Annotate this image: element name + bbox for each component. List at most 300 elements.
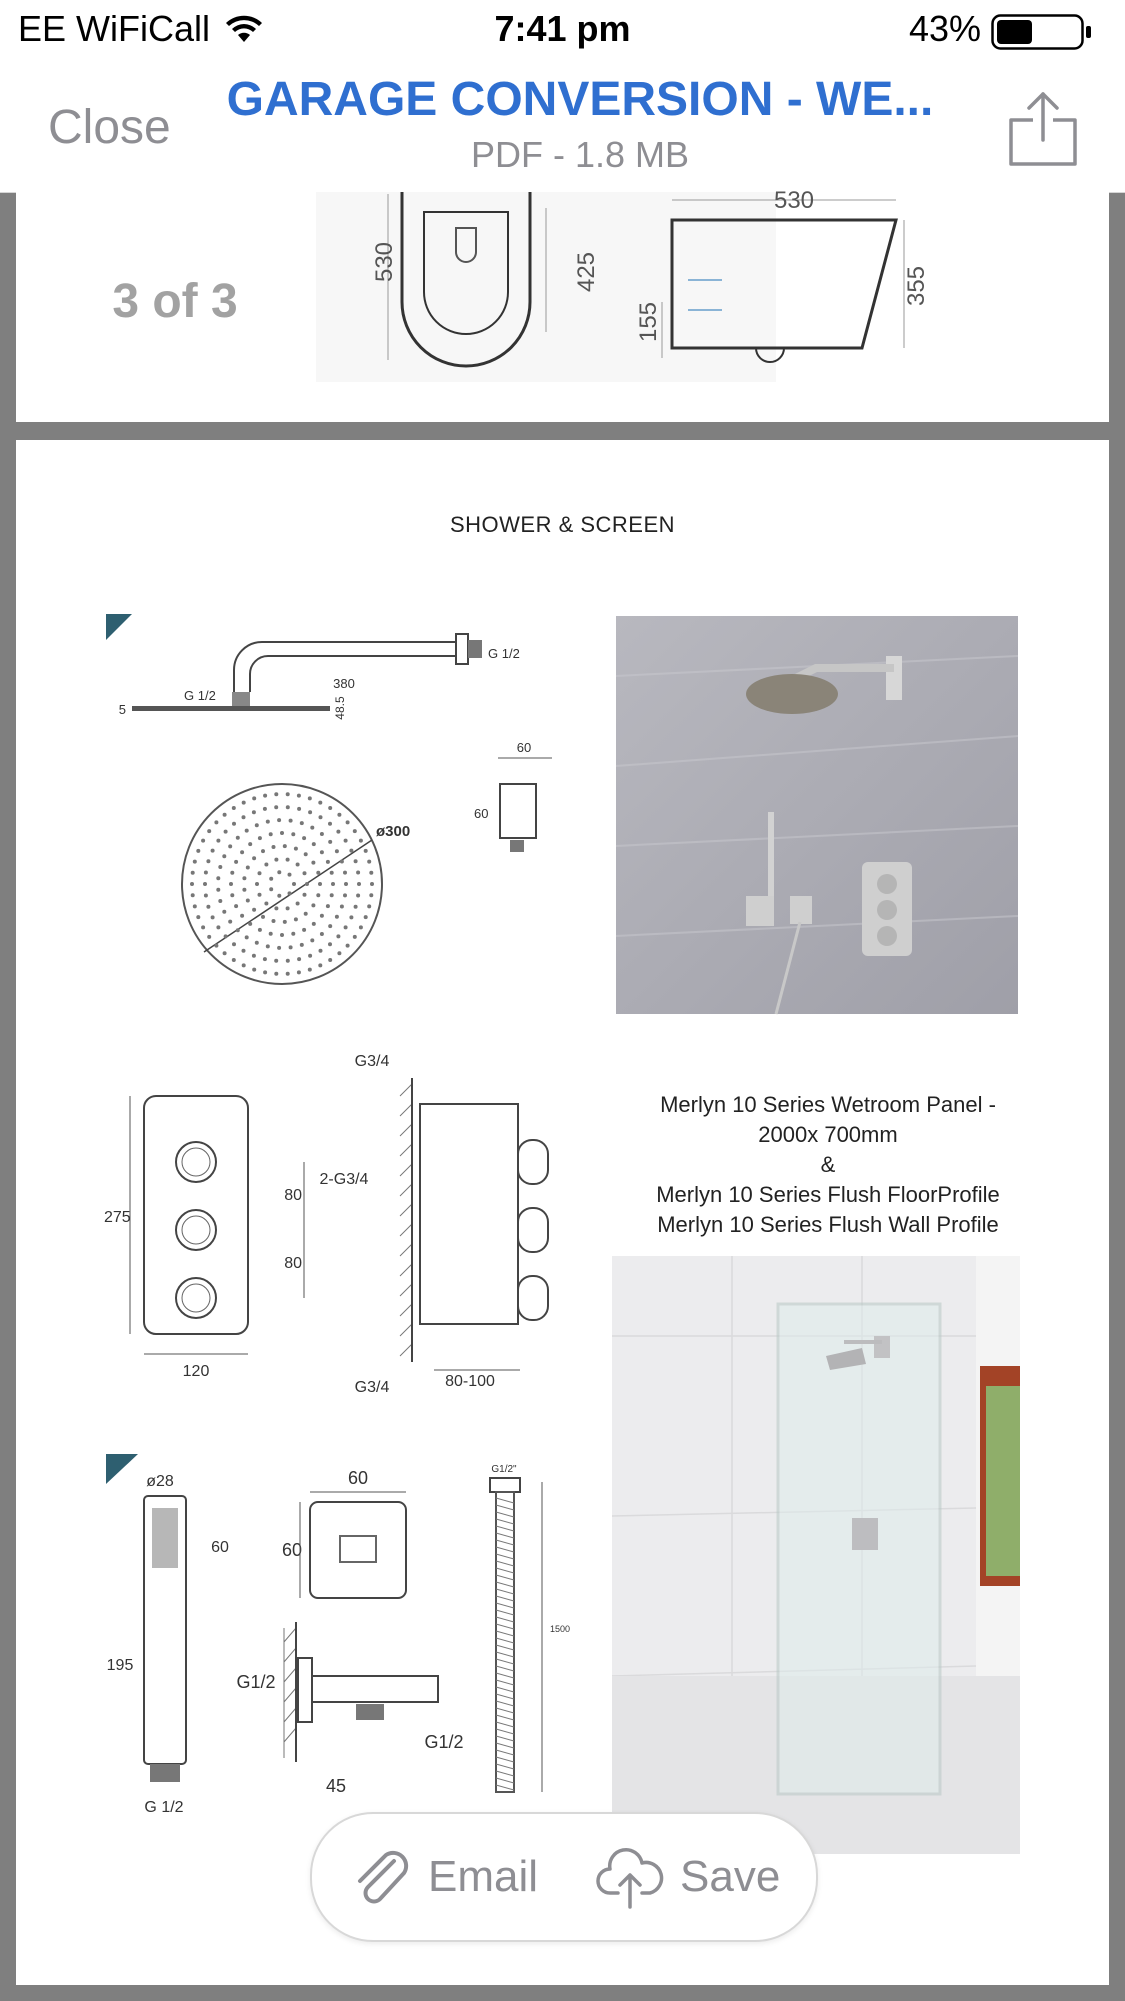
nozzle-dot: [297, 807, 301, 811]
dim-label: 5: [118, 702, 126, 717]
dim-label: 45: [325, 1776, 347, 1796]
carrier-label: EE WiFiCall: [18, 8, 211, 49]
nozzle-dot: [196, 849, 200, 853]
hose-rib: [496, 1505, 514, 1510]
dim-label: G1/2": [491, 1464, 517, 1475]
nozzle-dot: [304, 852, 308, 856]
nozzle-dot: [232, 822, 236, 826]
nozzle-dot: [316, 893, 320, 897]
nozzle-dot: [224, 934, 228, 938]
nozzle-dot: [193, 904, 197, 908]
email-label: Email: [428, 1852, 539, 1901]
nozzle-dot: [242, 949, 246, 953]
nozzle-dot: [292, 882, 296, 886]
nozzle-dot: [242, 876, 246, 880]
dim-label: 195: [106, 1657, 134, 1674]
dim-label: 380: [333, 676, 355, 691]
nozzle-dot: [207, 935, 211, 939]
hose-rib: [496, 1750, 514, 1755]
nozzle-dot: [258, 928, 262, 932]
nozzle-dot: [272, 919, 276, 923]
nozzle-dot: [291, 932, 295, 936]
nozzle-dot: [258, 893, 262, 897]
thermostatic-valve-drawing: [104, 1044, 564, 1396]
nozzle-dot: [191, 893, 195, 897]
nozzle-dot: [286, 972, 290, 976]
dim-label: 60: [516, 740, 532, 755]
nozzle-dot: [201, 925, 205, 929]
nozzle-dot: [283, 844, 287, 848]
hose-rib: [496, 1673, 514, 1678]
nozzle-dot: [356, 894, 360, 898]
dim-label: 60: [474, 806, 489, 821]
nozzle-dot: [294, 847, 298, 851]
nozzle-dot: [280, 933, 284, 937]
dim-label: 425: [573, 251, 600, 293]
nozzle-dot: [316, 871, 320, 875]
nozzle-dot: [193, 860, 197, 864]
hose-rib: [496, 1547, 514, 1552]
dim-label: 155: [635, 301, 662, 343]
nozzle-dot: [357, 882, 361, 886]
nozzle-dot: [297, 957, 301, 961]
nozzle-dot: [318, 801, 322, 805]
caption-line: Merlyn 10 Series Flush Wall Profile: [657, 1212, 999, 1237]
dim-label: G 1/2: [488, 646, 520, 661]
dim-label: 120: [182, 1363, 210, 1380]
hose-rib: [496, 1638, 514, 1643]
nozzle-dot: [204, 871, 208, 875]
dim-label: ø300: [376, 823, 411, 840]
nozzle-dot: [258, 836, 262, 840]
hose-rib: [496, 1533, 514, 1538]
hose-rib: [496, 1764, 514, 1769]
nozzle-dot: [240, 914, 244, 918]
nozzle-dot: [222, 910, 226, 914]
dim-label: G 1/2: [144, 1799, 184, 1816]
dim-label: 60: [347, 1468, 369, 1488]
nozzle-dot: [328, 942, 332, 946]
nozzle-dot: [232, 806, 236, 810]
nozzle-dot: [340, 905, 344, 909]
nozzle-dot: [263, 794, 267, 798]
nozzle-dot: [328, 822, 332, 826]
nozzle-dot: [336, 934, 340, 938]
dim-label: 530: [773, 187, 815, 214]
document-title: GARAGE CONVERSION - WE...: [226, 73, 934, 126]
nozzle-dot: [234, 904, 238, 908]
share-icon[interactable]: [1003, 88, 1083, 168]
hose-rib: [496, 1701, 514, 1706]
dim-label: 48.5: [333, 696, 347, 720]
product-caption: [608, 1090, 1048, 1240]
nozzle-dot: [302, 836, 306, 840]
hose-rib: [496, 1568, 514, 1573]
nozzle-dot: [246, 899, 250, 903]
hose-rib: [496, 1778, 514, 1783]
nozzle-dot: [364, 915, 368, 919]
nozzle-dot: [320, 932, 324, 936]
nozzle-dot: [367, 904, 371, 908]
nozzle-dot: [277, 894, 281, 898]
nozzle-dot: [264, 863, 268, 867]
hose-rib: [496, 1575, 514, 1580]
dim-label: G 1/2: [184, 688, 216, 703]
shower-product-photo: [616, 616, 1018, 1014]
dim-label: G3/4: [354, 1053, 390, 1070]
nozzle-dot: [191, 871, 195, 875]
page-indicator: 3 of 3: [80, 256, 270, 348]
nozzle-dot: [214, 820, 218, 824]
nozzle-dot: [297, 970, 301, 974]
hose-rib: [496, 1785, 514, 1790]
nozzle-dot: [291, 832, 295, 836]
nozzle-dot: [303, 871, 307, 875]
nozzle-dot: [318, 882, 322, 886]
caption-line: Merlyn 10 Series Wetroom Panel -: [660, 1092, 996, 1117]
nozzle-dot: [318, 963, 322, 967]
nozzle-dot: [331, 882, 335, 886]
hose-rib: [496, 1624, 514, 1629]
nozzle-dot: [283, 920, 287, 924]
nozzle-dot: [359, 925, 363, 929]
nozzle-dot: [263, 957, 267, 961]
nozzle-dot: [344, 925, 348, 929]
nozzle-dot: [277, 870, 281, 874]
hose-rib: [496, 1729, 514, 1734]
nozzle-dot: [274, 972, 278, 976]
nozzle-dot: [274, 805, 278, 809]
hose-rib: [496, 1708, 514, 1713]
wetroom-screen-photo: [612, 1256, 1020, 1854]
nozzle-dot: [320, 914, 324, 918]
nozzle-dot: [319, 949, 323, 953]
nozzle-dot: [240, 850, 244, 854]
nozzle-dot: [234, 860, 238, 864]
nozzle-dot: [218, 865, 222, 869]
nozzle-dot: [242, 801, 246, 805]
dim-label: 80-100: [445, 1373, 495, 1390]
nozzle-dot: [196, 915, 200, 919]
battery-icon: [991, 14, 1095, 50]
hose-rib: [496, 1610, 514, 1615]
nozzle-dot: [353, 935, 357, 939]
nozzle-dot: [296, 902, 300, 906]
nozzle-dot: [252, 856, 256, 860]
nozzle-dot: [264, 902, 268, 906]
nozzle-dot: [344, 839, 348, 843]
nozzle-dot: [216, 888, 220, 892]
nozzle-dot: [232, 942, 236, 946]
hose-rib: [496, 1596, 514, 1601]
nozzle-dot: [204, 894, 208, 898]
nozzle-dot: [326, 904, 330, 908]
nozzle-dot: [263, 807, 267, 811]
nozzle-dot: [286, 959, 290, 963]
nozzle-dot: [255, 941, 259, 945]
nozzle-dot: [206, 859, 210, 863]
nozzle-dot: [300, 821, 304, 825]
hose-rib: [496, 1722, 514, 1727]
close-button[interactable]: Close: [48, 101, 171, 154]
nozzle-dot: [242, 888, 246, 892]
nozzle-dot: [224, 830, 228, 834]
nozzle-dot: [228, 920, 232, 924]
nozzle-dot: [312, 842, 316, 846]
caption-line: &: [820, 1152, 836, 1177]
dim-label: 80: [284, 1187, 302, 1204]
hose-rib: [496, 1736, 514, 1741]
nozzle-dot: [266, 820, 270, 824]
action-bar: [310, 1812, 818, 1942]
document-file-info: PDF - 1.8 MB: [470, 134, 690, 175]
nozzle-dot: [356, 871, 360, 875]
nozzle-dot: [242, 815, 246, 819]
nozzle-dot: [246, 866, 250, 870]
nozzle-dot: [300, 943, 304, 947]
hose-rib: [496, 1631, 514, 1636]
nozzle-dot: [252, 810, 256, 814]
caption-line: Merlyn 10 Series Flush FloorProfile: [656, 1182, 1000, 1207]
nozzle-dot: [311, 903, 315, 907]
nozzle-dot: [252, 968, 256, 972]
nozzle-dot: [302, 928, 306, 932]
nozzle-dot: [349, 915, 353, 919]
nozzle-dot: [364, 849, 368, 853]
dim-label: 1500: [550, 1624, 571, 1634]
hose-rib: [496, 1526, 514, 1531]
nozzle-dot: [203, 882, 207, 886]
nozzle-dot: [288, 891, 292, 895]
nozzle-dot: [304, 912, 308, 916]
hose-rib: [496, 1694, 514, 1699]
battery-percent: 43%: [908, 8, 981, 49]
hose-rib: [496, 1659, 514, 1664]
hose-rib: [496, 1603, 514, 1608]
nozzle-dot: [269, 887, 273, 891]
nozzle-dot: [353, 829, 357, 833]
nozzle-dot: [319, 815, 323, 819]
nozzle-dot: [294, 917, 298, 921]
nozzle-dot: [258, 871, 262, 875]
hose-rib: [496, 1554, 514, 1559]
nozzle-dot: [359, 839, 363, 843]
nozzle-dot: [308, 968, 312, 972]
hose-rib: [496, 1666, 514, 1671]
nozzle-dot: [354, 859, 358, 863]
nozzle-dot: [230, 871, 234, 875]
nozzle-dot: [286, 792, 290, 796]
nozzle-dot: [308, 810, 312, 814]
nozzle-dot: [214, 944, 218, 948]
hose-rib: [496, 1680, 514, 1685]
hose-rib: [496, 1645, 514, 1650]
dim-label: 60: [282, 1540, 303, 1560]
cloud-upload-icon: [594, 1841, 666, 1913]
hose-rib: [496, 1512, 514, 1517]
nozzle-dot: [236, 928, 240, 932]
dim-label: G1/2: [236, 1672, 276, 1692]
nozzle-dot: [289, 945, 293, 949]
nozzle-dot: [211, 849, 215, 853]
nozzle-dot: [310, 938, 314, 942]
hose-rib: [496, 1757, 514, 1762]
nozzle-dot: [222, 854, 226, 858]
nozzle-dot: [201, 839, 205, 843]
nozzle-dot: [261, 849, 265, 853]
nozzle-dot: [252, 796, 256, 800]
nozzle-dot: [280, 831, 284, 835]
section-title: SHOWER & SCREEN: [449, 512, 676, 537]
nozzle-dot: [216, 839, 220, 843]
nozzle-dot: [236, 836, 240, 840]
hose-rib: [496, 1498, 514, 1503]
nozzle-dot: [289, 819, 293, 823]
nozzle-dot: [277, 946, 281, 950]
nozzle-dot: [303, 893, 307, 897]
nozzle-dot: [330, 871, 334, 875]
nozzle-dot: [344, 882, 348, 886]
nozzle-dot: [308, 954, 312, 958]
status-bar: [0, 0, 1125, 62]
nozzle-dot: [330, 893, 334, 897]
document-nav-bar: [0, 62, 1125, 193]
save-label: Save: [680, 1852, 781, 1901]
paperclip-icon: [350, 1845, 414, 1909]
nozzle-dot: [326, 860, 330, 864]
nozzle-dot: [328, 924, 332, 928]
nozzle-dot: [296, 863, 300, 867]
nozzle-dot: [354, 905, 358, 909]
nozzle-dot: [261, 915, 265, 919]
nozzle-dot: [216, 876, 220, 880]
dim-label: 530: [371, 241, 398, 283]
hose-rib: [496, 1687, 514, 1692]
nozzle-dot: [369, 871, 373, 875]
nozzle-dot: [336, 830, 340, 834]
nozzle-dot: [343, 893, 347, 897]
nozzle-dot: [232, 958, 236, 962]
nozzle-dot: [274, 792, 278, 796]
nozzle-dot: [211, 915, 215, 919]
nozzle-dot: [320, 850, 324, 854]
hose-rib: [496, 1540, 514, 1545]
nozzle-dot: [288, 873, 292, 877]
nozzle-dot: [252, 908, 256, 912]
nozzle-dot: [340, 860, 344, 864]
hose-rib: [496, 1743, 514, 1748]
nozzle-dot: [337, 813, 341, 817]
nozzle-dot: [206, 905, 210, 909]
dim-label: G3/4: [354, 1379, 390, 1396]
nozzle-dot: [269, 832, 273, 836]
hose-rib: [496, 1582, 514, 1587]
nozzle-dot: [245, 829, 249, 833]
hose-rib: [496, 1561, 514, 1566]
dim-label: 275: [104, 1209, 131, 1226]
nozzle-dot: [229, 882, 233, 886]
nozzle-dot: [346, 820, 350, 824]
nozzle-dot: [311, 861, 315, 865]
nozzle-dot: [207, 829, 211, 833]
save-button[interactable]: [594, 1814, 780, 1940]
nozzle-dot: [263, 970, 267, 974]
pdf-page-3[interactable]: [16, 440, 1109, 1985]
email-button[interactable]: [350, 1814, 538, 1940]
shower-head-drawing: [104, 612, 564, 962]
nozzle-dot: [337, 951, 341, 955]
handset-drawing: [104, 1452, 571, 1816]
nozzle-dot: [328, 806, 332, 810]
nozzle-dot: [328, 958, 332, 962]
nozzle-dot: [346, 944, 350, 948]
nozzle-dot: [190, 882, 194, 886]
nozzle-dot: [308, 796, 312, 800]
nozzle-dot: [369, 893, 373, 897]
nozzle-dot: [218, 899, 222, 903]
nozzle-dot: [312, 922, 316, 926]
nozzle-dot: [223, 813, 227, 817]
nozzle-dot: [223, 951, 227, 955]
hose-rib: [496, 1715, 514, 1720]
nozzle-dot: [255, 882, 259, 886]
nozzle-dot: [272, 845, 276, 849]
hose-rib: [496, 1617, 514, 1622]
nozzle-dot: [320, 832, 324, 836]
dim-label: 60: [211, 1539, 229, 1556]
caption-line: 2000x 700mm: [758, 1122, 898, 1147]
nozzle-dot: [274, 906, 278, 910]
hose-rib: [496, 1519, 514, 1524]
nozzle-dot: [242, 963, 246, 967]
dim-label: 355: [903, 265, 930, 307]
hose-rib: [496, 1652, 514, 1657]
dim-label: ø28: [146, 1473, 174, 1490]
nozzle-dot: [286, 805, 290, 809]
nozzle-dot: [248, 922, 252, 926]
nozzle-dot: [248, 842, 252, 846]
nozzle-dot: [335, 915, 339, 919]
nozzle-dot: [252, 954, 256, 958]
dim-label: 80: [284, 1255, 302, 1272]
dim-label: 2-G3/4: [319, 1171, 369, 1188]
nozzle-dot: [228, 844, 232, 848]
nozzle-dot: [245, 935, 249, 939]
nozzle-dot: [335, 849, 339, 853]
nozzle-dot: [274, 858, 278, 862]
dim-label: G1/2: [424, 1732, 464, 1752]
nozzle-dot: [286, 858, 290, 862]
clock: 7:41 pm: [494, 8, 631, 49]
nozzle-dot: [269, 932, 273, 936]
nozzle-dot: [216, 925, 220, 929]
nozzle-dot: [370, 882, 374, 886]
nozzle-dot: [343, 871, 347, 875]
hose-rib: [496, 1771, 514, 1776]
hose-rib: [496, 1589, 514, 1594]
nozzle-dot: [269, 877, 273, 881]
nozzle-dot: [255, 823, 259, 827]
nozzle-dot: [277, 818, 281, 822]
nozzle-dot: [297, 794, 301, 798]
nozzle-dot: [349, 849, 353, 853]
nozzle-dot: [230, 893, 234, 897]
nozzle-dot: [310, 826, 314, 830]
nozzle-dot: [266, 944, 270, 948]
nozzle-dot: [328, 840, 332, 844]
nozzle-dot: [305, 882, 309, 886]
nozzle-dot: [367, 860, 371, 864]
